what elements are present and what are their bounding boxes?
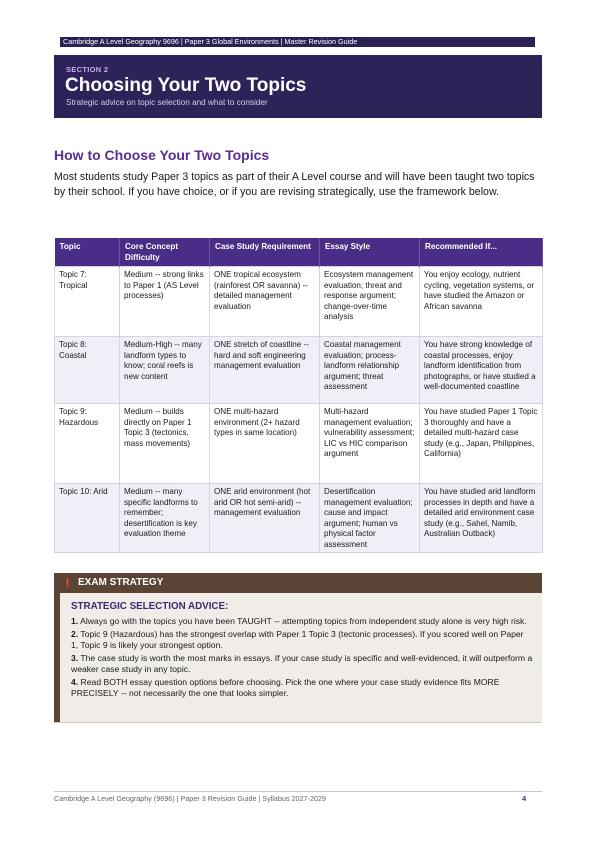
table-cell: ONE tropical ecosystem (rainforest OR savanna) -- detailed management evaluation [210,267,320,337]
table-cell: Topic 7: Tropical [55,267,120,337]
page-title: Choosing Your Two Topics [65,75,307,96]
table-header-row [55,238,543,267]
table-cell: ONE arid environment (hot arid OR hot semi-arid) -- management evaluation [210,484,320,553]
exam-strategy-header [54,573,542,593]
column-header: Essay Style [320,238,420,267]
table-row [55,484,543,553]
topics-table [54,238,543,553]
list-item [71,653,533,675]
footer-divider [54,791,542,792]
table-cell: You enjoy ecology, nutrient cycling, vegetation systems, or have studied the Amazon or African savanna [420,267,543,337]
column-header: Case Study Requirement [210,238,320,267]
exam-strategy-label: EXAM STRATEGY [78,577,164,588]
table-cell: Topic 8: Coastal [55,337,120,404]
table-cell: ONE stretch of coastline -- hard and soft engineering management evaluation [210,337,320,404]
table-cell: Medium -- builds directly on Paper 1 Topic 3 (tectonics, mass movements) [120,404,210,484]
intro-paragraph: Most students study Paper 3 topics as part of their A Level course and will have been taught two topics by their school. If you have choice, or if you are revising strategically, use the framework below. [54,171,535,198]
list-item [71,629,533,651]
list-item [71,677,533,699]
table-cell: You have studied Paper 1 Topic 3 thoroughly and have a detailed multi-hazard case study (e.g., Japan, Philippines, California) [420,404,543,484]
item-number: 2. [71,629,79,639]
item-text: Always go with the topics you have been TAUGHT -- attempting topics from independent study alone is very high risk. [78,616,527,626]
section-banner [54,55,542,118]
item-text: The case study is worth the most marks in essays. If your case study is specific and well-evidenced, it will outperform a weaker case study in any topic. [71,653,533,674]
item-number: 4. [71,677,79,687]
table-cell: Topic 9: Hazardous [55,404,120,484]
exam-strategy-box [54,593,542,723]
table-cell: Ecosystem management evaluation; threat and response argument; change-over-time analysis [320,267,420,337]
column-header: Recommended If... [420,238,543,267]
table-cell: Desertification management evaluation; cause and impact argument; human vs physical factor assessment [320,484,420,553]
table-cell: Medium -- strong links to Paper 1 (AS Level processes) [120,267,210,337]
warning-icon: ❗ [62,578,74,588]
table-cell: Medium -- many specific landforms to remember; desertification is key evaluation theme [120,484,210,553]
page-subtitle: Strategic advice on topic selection and what to consider [66,98,268,107]
section-label: SECTION 2 [66,65,109,74]
table-cell: Topic 10: Arid [55,484,120,553]
item-text: Topic 9 (Hazardous) has the strongest overlap with Paper 1 Topic 3 (tectonic processes). If you scored well on Paper 1, Topic 9 is likely your strongest option. [71,629,524,650]
running-header: Cambridge A Level Geography 9696 | Paper 3 Global Environments | Master Revision Guide [60,37,535,47]
table-cell: Coastal management evaluation; process-landform relationship argument; threat assessment [320,337,420,404]
column-header: Core Concept Difficulty [120,238,210,267]
table-row [55,404,543,484]
item-number: 3. [71,653,79,663]
table-cell: You have studied arid landform processes in depth and have a detailed arid environment case study (e.g., Sahel, Namib, Australian Outback) [420,484,543,553]
table-row [55,267,543,337]
table-cell: Multi-hazard management evaluation; vulnerability assessment; LIC vs HIC comparison argument [320,404,420,484]
column-header: Topic [55,238,120,267]
table-row [55,337,543,404]
section-heading: How to Choose Your Two Topics [54,147,270,163]
table-cell: Medium-High -- many landform types to know; coral reefs is new content [120,337,210,404]
footer-text: Cambridge A Level Geography (9696) | Paper 3 Revision Guide | Syllabus 2027-2029 [54,794,326,803]
item-text: Read BOTH essay question options before choosing. Pick the one where your case study evidence fits MORE PRECISELY -- not necessarily the one that looks simpler. [71,677,500,698]
item-number: 1. [71,616,79,626]
table-cell: ONE multi-hazard environment (2+ hazard types in same location) [210,404,320,484]
page-number: 4 [522,794,527,803]
strategy-heading: STRATEGIC SELECTION ADVICE: [71,601,229,612]
strategy-list [71,616,533,701]
accent-bar [54,593,60,722]
list-item [71,616,533,627]
table-cell: You have strong knowledge of coastal processes, enjoy landform identification from photographs, or have studied a well-documented coastline [420,337,543,404]
